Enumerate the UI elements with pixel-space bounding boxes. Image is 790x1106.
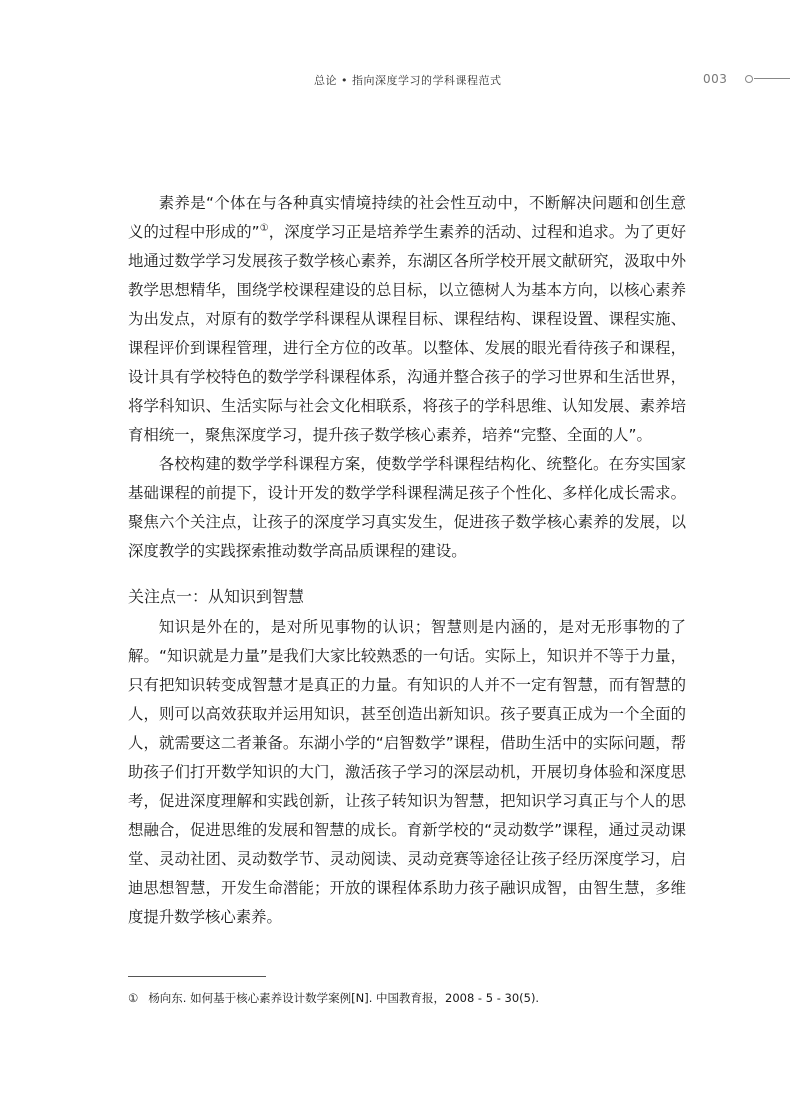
running-title: 总论 • 指向深度学习的学科课程范式	[314, 74, 502, 87]
paragraph-3: 知识是外在的，是对所见事物的认识；智慧则是内涵的，是对无形事物的了解。“知识就是力量”是我们大家比较熟悉的一句话。实际上，知识并不等于力量，只有把知识转变成智慧才是真正的力量。有知识的人并不一定有智慧，而有智慧的人，则可以高效获取并运用知识，甚至创造出新知识。孩子要真正成为一个全面的人，就需要这二者兼备。东湖小学的“启智数学”课程，借助生活中的实际问题，帮助孩子们打开数学知识的大门，激活孩子学习的深层动机，开展切身体验和深度思考，促进深度理解和实践创新，让孩子转知识为智慧，把知识学习真正与个人的思想融合，促进思维的发展和智慧的成长。育新学校的“灵动数学”课程，通过灵动课堂、灵动社团、灵动数学节、灵动阅读、灵动竞赛等途径让孩子经历深度学习，启迪思想智慧，开发生命潜能；开放的课程体系助力孩子融识成智，由智生慧，多维度提升数学核心素养。	[128, 618, 686, 926]
ring-ornament-icon	[745, 75, 753, 83]
section-heading: 关注点一：从知识到智慧	[128, 587, 305, 606]
page-number-ornament	[745, 74, 790, 84]
header-rule	[754, 78, 790, 79]
main-text	[128, 189, 686, 932]
paragraph-1-text-b: ，深度学习正是培养学生素养的活动、过程和追求。为了更好地通过数学学习发展孩子数学核心素养，东湖区各所学校开展文献研究，汲取中外教学思想精华，围绕学校课程建设的总目标，以立德树人为基本方向，以核心素养为出发点，对原有的数学学科课程从课程目标、课程结构、课程设置、课程实施、课程评价到课程管理，进行全方位的改革。以整体、发展的眼光看待孩子和课程，设计具有学校特色的数学学科课程体系，沟通并整合孩子的学习世界和生活世界，将学科知识、生活实际与社会文化相联系，将孩子的学科思维、认知发展、素养培育相统一，聚焦深度学习，提升孩子数学核心素养，培养“完整、全面的人”。	[128, 223, 686, 444]
footnote-mark: ①	[128, 991, 139, 1005]
page-number: 003	[703, 72, 728, 86]
paragraph-1-text-a: 素养是“个体在与各种真实情境持续的社会性互动中，不断解决问题和创生意义的过程中形成的”	[128, 194, 686, 241]
paragraph-1	[128, 189, 686, 450]
footnote-reference: ①	[259, 222, 269, 234]
footnote	[128, 990, 688, 1006]
footnote-divider	[128, 976, 266, 977]
footnote-text: 杨向东. 如何基于核心素养设计数学案例[N]. 中国教育报，2008 - 5 - 30(5).	[148, 991, 540, 1005]
paragraph-2: 各校构建的数学学科课程方案，使数学学科课程结构化、统整化。在夯实国家基础课程的前提下，设计开发的数学学科课程满足孩子个性化、多样化成长需求。聚焦六个关注点，让孩子的深度学习真实发生，促进孩子数学核心素养的发展，以深度教学的实践探索推动数学高品质课程的建设。	[128, 455, 686, 560]
